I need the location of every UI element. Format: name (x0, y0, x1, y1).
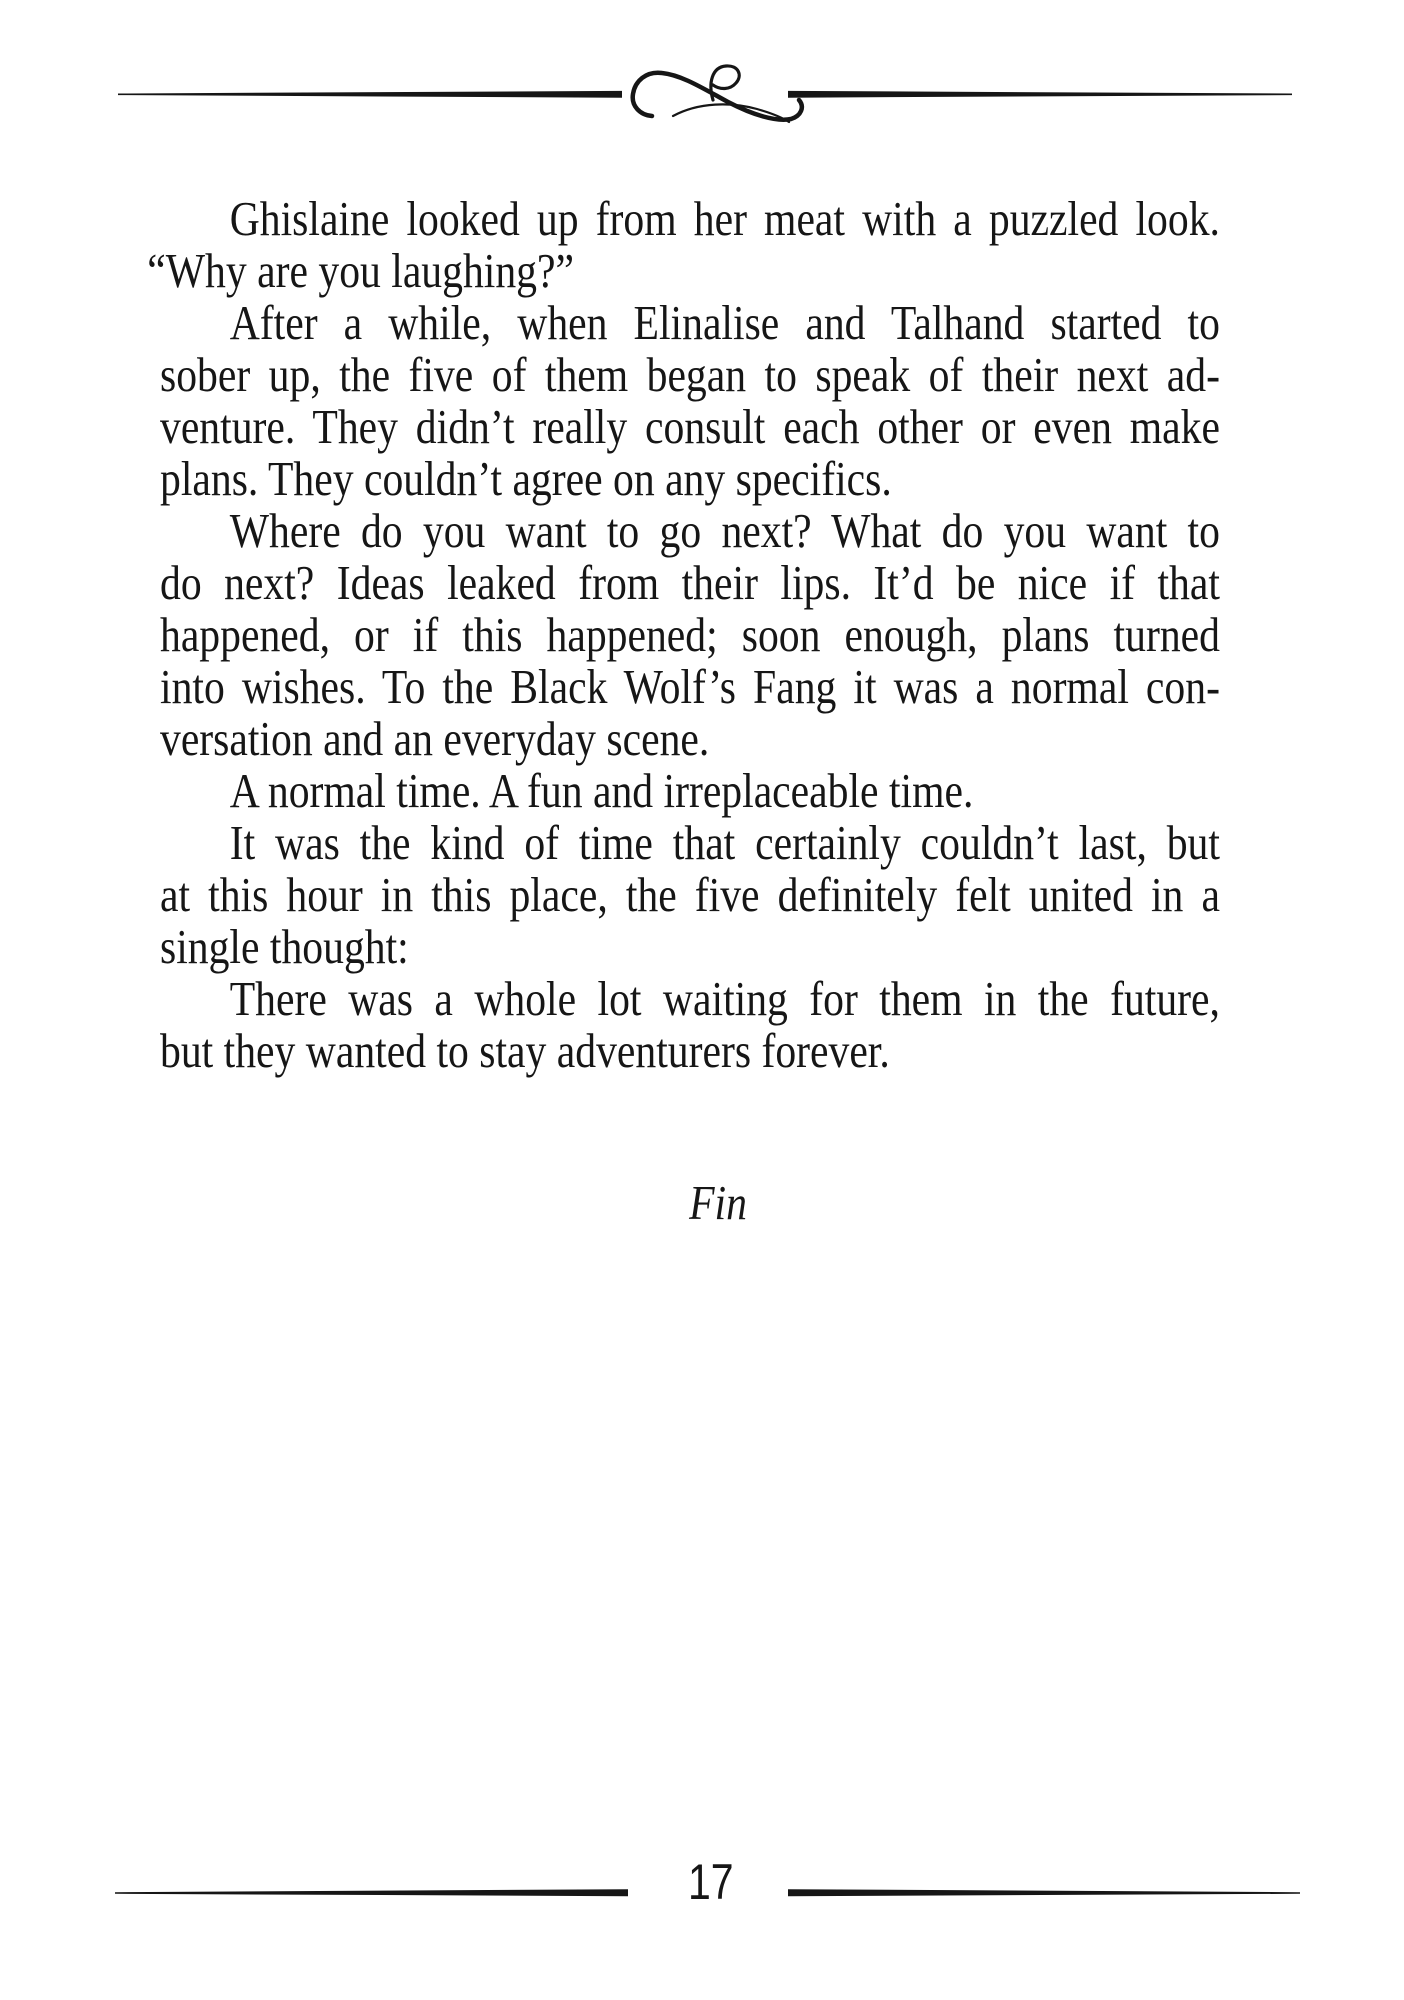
text-line: After a while, when Elinalise and Talhand started to (229, 295, 1220, 350)
text-line: sober up, the five of them began to speak of their next ad- (160, 347, 1220, 402)
fin-label: Fin (689, 1175, 747, 1230)
text-line: happened, or if this happened; soon enough, plans turned (160, 607, 1220, 662)
text-line: Ghislaine looked up from her meat with a puzzled look. (229, 191, 1220, 246)
text-line: but they wanted to stay adventurers forever. (160, 1023, 890, 1078)
calligraphic-flourish-icon (633, 66, 802, 122)
page-number: 17 (687, 1854, 734, 1910)
text-line: A normal time. A fun and irreplaceable time. (229, 763, 974, 818)
text-line: versation and an everyday scene. (160, 711, 710, 766)
page-text (147, 191, 1220, 1230)
text-line: There was a whole lot waiting for them in the future, (229, 971, 1220, 1026)
text-line: do next? Ideas leaked from their lips. It’d be nice if that (160, 555, 1220, 610)
text-line: single thought: (160, 919, 409, 974)
text-line: venture. They didn’t really consult each other or even make (160, 399, 1220, 454)
text-line: at this hour in this place, the five definitely felt united in a (160, 867, 1220, 922)
page-text-lines (147, 191, 1220, 1078)
text-line: into wishes. To the Black Wolf’s Fang it was a normal con- (160, 659, 1220, 714)
text-line: It was the kind of time that certainly couldn’t last, but (229, 815, 1220, 870)
header-rule (0, 0, 1404, 170)
text-line: “Why are you laughing?” (147, 243, 574, 298)
text-line: plans. They couldn’t agree on any specifics. (160, 451, 892, 506)
header-rule-left (118, 91, 622, 98)
text-line: Where do you want to go next? What do you want to (229, 503, 1220, 558)
header-rule-right (788, 91, 1292, 98)
